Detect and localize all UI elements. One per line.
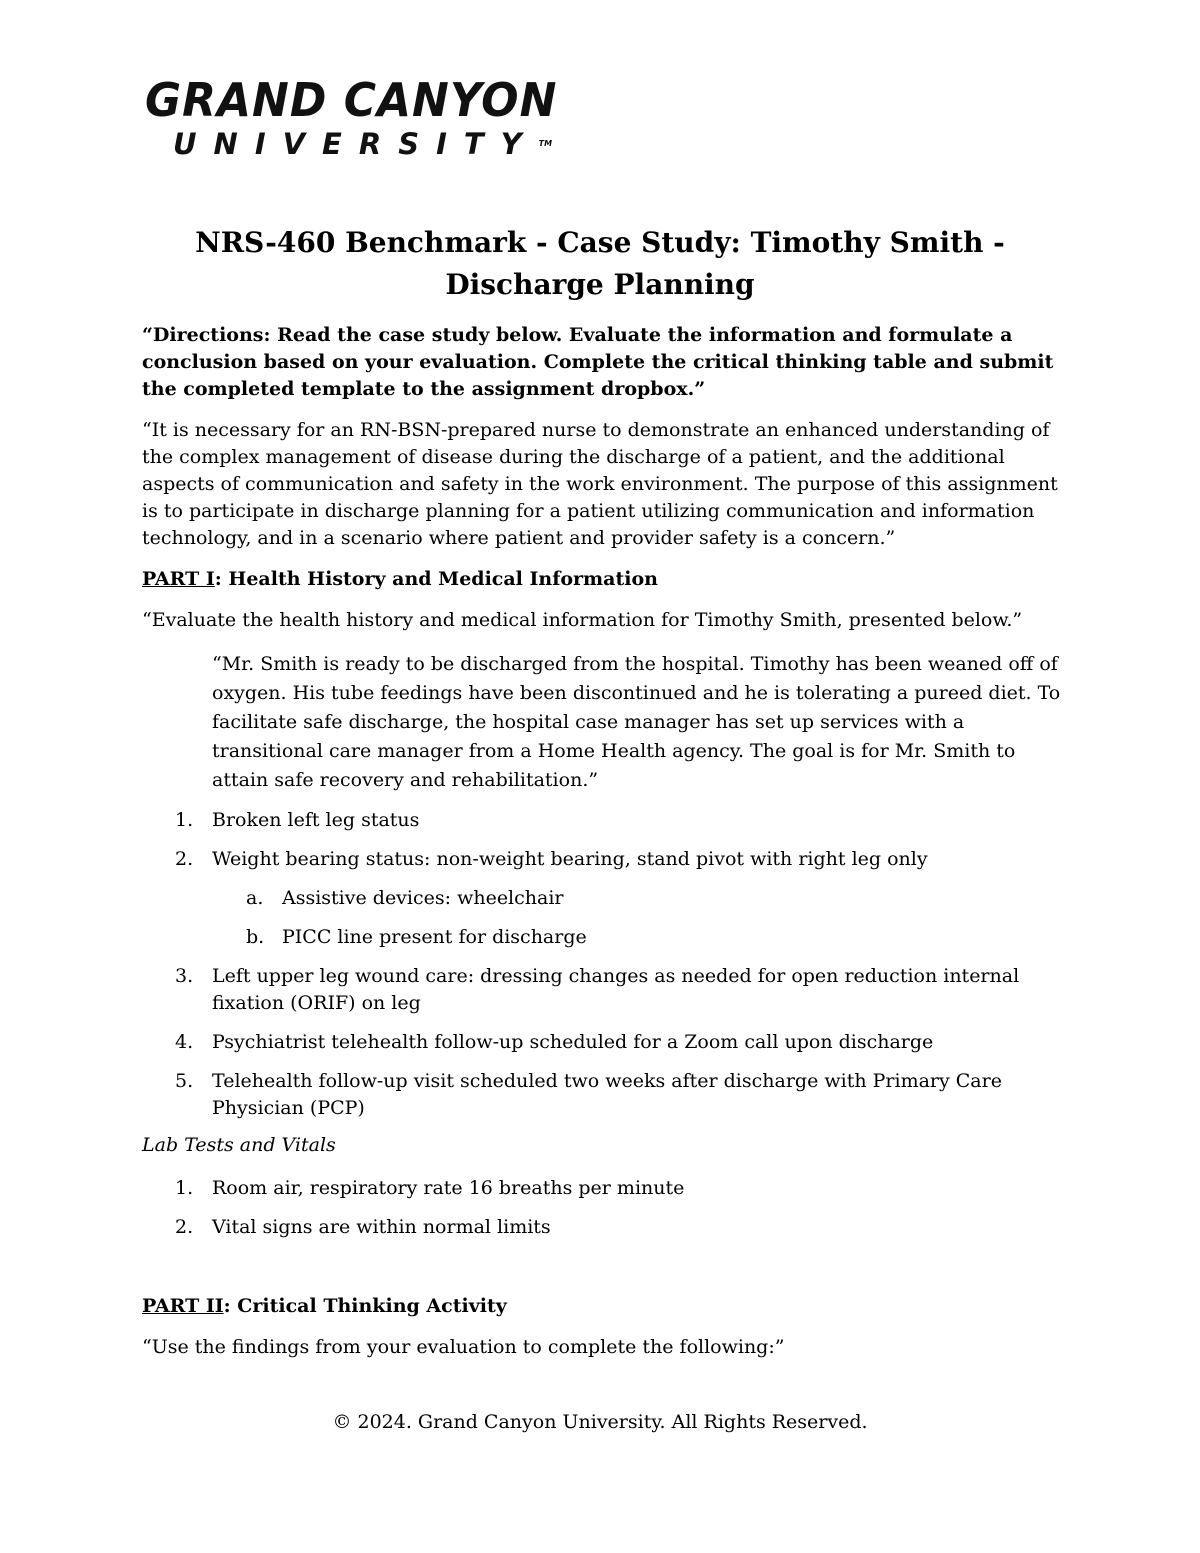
list-item-text: Room air, respiratory rate 16 breaths per minute — [212, 1177, 685, 1199]
list-item — [142, 963, 1062, 1017]
document-body — [142, 322, 1062, 1361]
part-1-heading — [142, 566, 1062, 593]
part-1-label: PART I — [142, 568, 215, 590]
part-2-heading — [142, 1293, 1062, 1320]
list-number: 4. — [175, 1031, 194, 1053]
sub-list-letter: a. — [246, 887, 264, 909]
directions-paragraph: “Directions: Read the case study below. Evaluate the information and formulate a conclusion based on your evaluation. Complete the critical thinking table and submit the completed template to the assignment dropbox.” — [142, 324, 1054, 400]
list-item-text: Vital signs are within normal limits — [212, 1216, 551, 1238]
list-number: 2. — [175, 1216, 194, 1238]
list-item-text: Left upper leg wound care: dressing changes as needed for open reduction internal fixation (ORIF) on leg — [212, 965, 1020, 1014]
list-item-text: Psychiatrist telehealth follow-up scheduled for a Zoom call upon discharge — [212, 1031, 934, 1053]
sub-list-item-text: Assistive devices: wheelchair — [282, 887, 564, 909]
health-history-list — [142, 807, 1062, 1122]
part-2-title: : Critical Thinking Activity — [223, 1295, 507, 1317]
list-item — [142, 1068, 1062, 1122]
intro-paragraph: “It is necessary for an RN-BSN-prepared nurse to demonstrate an enhanced understanding of the complex management of disease during the discharge of a patient, and the additional aspects of communication and safety in the work environment. The purpose of this assignment is to participate in discharge planning for a patient utilizing communication and information technology, and in a scenario where patient and provider safety is a concern.” — [142, 419, 1058, 549]
list-number: 1. — [175, 1177, 194, 1199]
case-scenario-quote: “Mr. Smith is ready to be discharged from the hospital. Timothy has been weaned off of oxygen. His tube feedings have been discontinued and he is tolerating a pureed diet. To facilitate safe discharge, the hospital case manager has set up services with a transitional care manager from a Home Health agency. The goal is for Mr. Smith to attain safe recovery and rehabilitation.” — [212, 653, 1061, 791]
spacer — [142, 1253, 1062, 1293]
logo-line-1: GRAND CANYON — [145, 73, 558, 128]
page-title — [0, 222, 1200, 306]
sub-list-item-text: PICC line present for discharge — [282, 926, 587, 948]
title-line-1: NRS-460 Benchmark - Case Study: Timothy Smith - — [195, 226, 1005, 259]
list-item-text: Broken left leg status — [212, 809, 420, 831]
list-item-text: Weight bearing status: non-weight bearing, stand pivot with right leg only — [212, 848, 928, 870]
list-number: 5. — [175, 1070, 194, 1092]
part-1-title: : Health History and Medical Information — [214, 568, 658, 590]
part-1-instruction: “Evaluate the health history and medical information for Timothy Smith, presented below.” — [142, 609, 1023, 631]
part-2-label: PART II — [142, 1295, 224, 1317]
copyright-footer: © 2024. Grand Canyon University. All Rights Reserved. — [332, 1411, 868, 1433]
list-item — [142, 1175, 1062, 1202]
logo-word-university: UNIVERSITY — [173, 127, 539, 161]
labs-list — [142, 1175, 1062, 1241]
list-item — [142, 1214, 1062, 1241]
list-item — [142, 846, 1062, 951]
list-item-text: Telehealth follow-up visit scheduled two weeks after discharge with Primary Care Physician (PCP) — [212, 1070, 1002, 1119]
labs-heading: Lab Tests and Vitals — [142, 1134, 336, 1156]
list-number: 2. — [175, 848, 194, 870]
list-number: 3. — [175, 965, 194, 987]
trademark-mark: TM — [538, 139, 553, 148]
list-item — [142, 807, 1062, 834]
part-2-instruction: “Use the findings from your evaluation to complete the following:” — [142, 1336, 785, 1358]
title-line-2: Discharge Planning — [445, 268, 755, 301]
sub-list-letter: b. — [246, 926, 265, 948]
list-number: 1. — [175, 809, 194, 831]
logo-line-2 — [173, 128, 557, 160]
university-logo — [145, 73, 558, 161]
sub-list — [212, 885, 1062, 951]
sub-list-item — [212, 924, 1062, 951]
sub-list-item — [212, 885, 1062, 912]
list-item — [142, 1029, 1062, 1056]
